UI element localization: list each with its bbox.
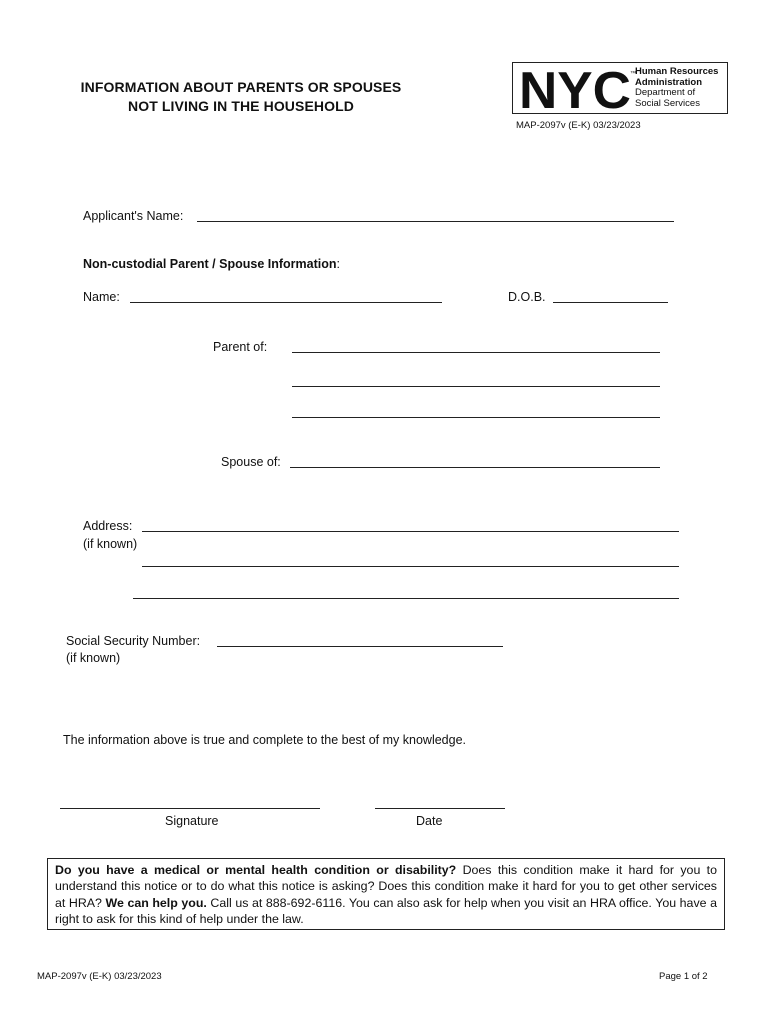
signature-label: Signature (165, 814, 219, 828)
form-title (50, 78, 432, 116)
agency-line1: Human Resources (635, 66, 719, 77)
address-note: (if known) (83, 537, 138, 551)
dept-line1: Department of (635, 87, 696, 98)
form-code-header: MAP-2097v (E-K) 03/23/2023 (516, 120, 641, 131)
dept-line2: Social Services (635, 97, 700, 109)
parent-of-label: Parent of: (213, 340, 268, 354)
address-field-3[interactable] (133, 598, 679, 599)
section-title (83, 257, 340, 272)
ssn-note: (if known) (66, 651, 121, 665)
nyc-logo-icon (519, 67, 637, 111)
spouse-of-field[interactable] (290, 467, 660, 468)
notice-question: Do you have a medical or mental health condition or disability? (55, 863, 457, 877)
agency-line2: Administration (635, 76, 703, 88)
address-field-2[interactable] (142, 566, 679, 567)
spouse-of-label: Spouse of: (221, 455, 281, 469)
nyc-hra-logo (512, 62, 728, 114)
notice-help: We can help you. (105, 895, 207, 910)
notice-text-1: Does this condition make it hard for you to understand this notice or to do what this notice is asking? Does this condition make it hard for you to get other services at HRA? (55, 863, 717, 910)
name-field[interactable] (130, 302, 442, 303)
parent-of-field-2[interactable] (292, 386, 660, 387)
footer-form-code: MAP-2097v (E-K) 03/23/2023 (37, 971, 162, 982)
ssn-label: Social Security Number: (66, 634, 201, 648)
applicant-name-label: Applicant's Name: (83, 209, 184, 223)
address-label: Address: (83, 519, 133, 533)
accessibility-notice (47, 858, 725, 930)
parent-of-field-1[interactable] (292, 352, 660, 353)
applicant-name-field[interactable] (197, 221, 674, 222)
section-title-text: Non-custodial Parent / Spouse Information (83, 257, 337, 271)
section-title-colon: : (336, 257, 340, 271)
form-title-line1: INFORMATION ABOUT PARENTS OR SPOUSES (80, 79, 402, 95)
signature-field[interactable] (60, 808, 320, 809)
parent-of-field-3[interactable] (292, 417, 660, 418)
name-label: Name: (83, 290, 120, 304)
agency-name (635, 67, 718, 109)
nyc-logo-mark: NYC (519, 67, 631, 111)
address-field-1[interactable] (142, 531, 679, 532)
dob-field[interactable] (553, 302, 668, 303)
ssn-field[interactable] (217, 646, 503, 647)
svg-text:™: ™ (630, 71, 636, 77)
footer-page-number: Page 1 of 2 (659, 971, 708, 982)
notice-text-2: Call us at 888-692-6116. You can also ask for help when you visit an HRA office. You have a right to ask for this kind of help under the law. (55, 895, 717, 926)
dob-label: D.O.B. (508, 290, 546, 304)
date-label: Date (416, 814, 443, 828)
form-title-line2: NOT LIVING IN THE HOUSEHOLD (128, 98, 354, 114)
date-field[interactable] (375, 808, 505, 809)
attestation-text: The information above is true and complete to the best of my knowledge. (63, 733, 467, 747)
